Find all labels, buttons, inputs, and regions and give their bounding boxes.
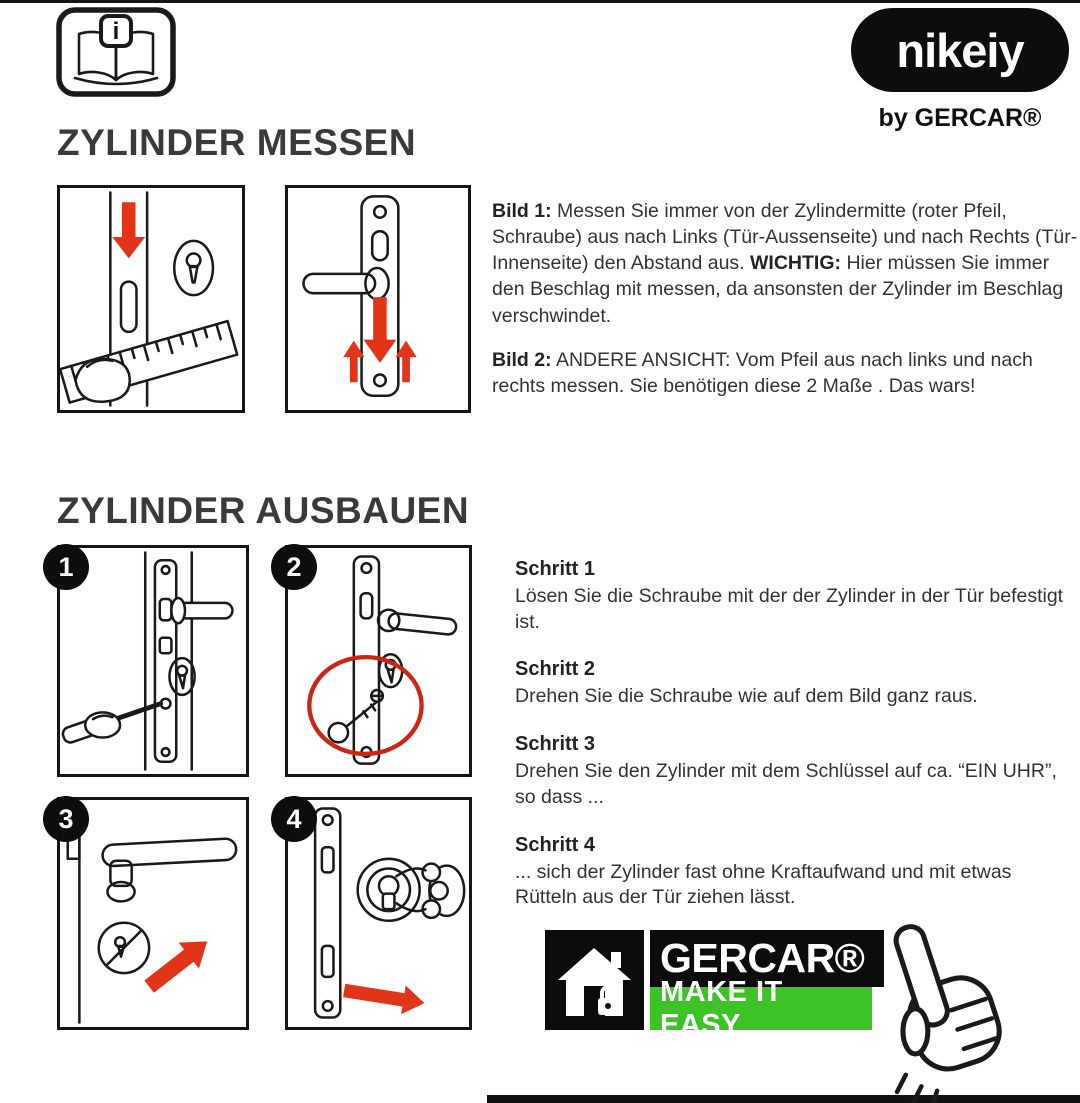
brand-logo	[851, 8, 1069, 92]
step-label: Schritt 1	[515, 558, 596, 580]
manual-book-icon	[55, 6, 177, 98]
brand-name: nikeiy	[896, 23, 1024, 77]
wichtig-label: WICHTIG:	[750, 252, 842, 275]
step-label: Schritt 4	[515, 833, 596, 856]
red-arrow-down	[112, 202, 145, 258]
red-arrow-right	[342, 976, 427, 1017]
turn-key-illustration	[60, 800, 246, 1027]
step-label: Schritt 2	[515, 658, 596, 681]
measure-ruler-illustration	[60, 188, 242, 410]
house-logo-box	[545, 930, 644, 1030]
tagline-text: MAKE IT EASY	[660, 975, 783, 1041]
figure-step-3	[57, 797, 249, 1030]
step-badge-3: 3	[43, 796, 89, 842]
motion-lines	[893, 1067, 942, 1103]
red-arrow-down	[363, 297, 396, 363]
step-block-3	[515, 733, 1071, 810]
unscrew-screw-illustration	[60, 548, 246, 774]
bild2-label: Bild 2:	[492, 348, 552, 371]
figure-bild-2	[285, 185, 471, 413]
red-arrow-up-right	[139, 928, 217, 999]
bild1-text: Messen Sie immer von der Zylindermitte (roter Pfeil, Schraube) aus nach Links (Tür-Aussenseite) und nach Rechts (Tür-Innenseite) den Abstand aus.	[492, 200, 1078, 275]
figure-bild-1	[57, 185, 245, 413]
step-text: Drehen Sie die Schraube wie auf dem Bild ganz raus.	[515, 685, 978, 708]
open-book-info-icon	[55, 6, 177, 98]
bild1-paragraph	[492, 198, 1078, 329]
svg-text:i: i	[112, 18, 120, 45]
tagline-bar	[650, 975, 872, 1041]
section-title-ausbauen: ZYLINDER AUSBAUEN	[57, 490, 470, 531]
step-badge-4: 4	[271, 796, 317, 842]
step-badge-1: 1	[43, 544, 89, 590]
figure-step-4	[285, 797, 472, 1030]
pull-cylinder-illustration	[288, 800, 469, 1027]
bottom-black-bar	[487, 1095, 1080, 1103]
step-text: Lösen Sie die Schraube mit der der Zylinder in der Tür befestigt ist.	[515, 585, 1064, 633]
step-badge-2: 2	[271, 544, 317, 590]
gercar-logo-text: GERCAR®	[660, 935, 865, 981]
bild1-text-2: Hier müssen Sie immer den Beschlag mit messen, da ansonsten der Zylinder im Beschlag verschwindet.	[492, 252, 1064, 327]
screw-out-highlight-illustration	[288, 548, 469, 774]
hand	[75, 359, 129, 402]
house-with-padlock-icon	[545, 930, 644, 1030]
step-block-1	[515, 558, 1071, 635]
lever-handle	[178, 603, 232, 619]
section-title-messen: ZYLINDER MESSEN	[57, 122, 417, 163]
bild1-label: Bild 1:	[492, 200, 552, 222]
step-block-2	[515, 658, 1071, 710]
brand-byline: by GERCAR®	[878, 104, 1042, 132]
lever-handle	[102, 838, 237, 866]
section-divider	[0, 0, 1080, 3]
figure-step-1	[57, 545, 249, 777]
steps-copy	[515, 558, 1071, 934]
red-highlight-circle	[309, 657, 421, 754]
bild2-paragraph	[492, 347, 1078, 399]
step-label: Schritt 3	[515, 733, 596, 756]
measure-copy	[492, 198, 1078, 417]
key	[329, 723, 348, 742]
step-text: ... sich der Zylinder fast ohne Kraftaufwand und mit etwas Rütteln aus der Tür ziehen lässt.	[515, 860, 1012, 909]
lock-front-arrows-illustration	[288, 188, 468, 410]
step-text: Drehen Sie den Zylinder mit dem Schlüssel auf ca. “EIN UHR”, so dass ...	[515, 760, 1057, 808]
bild2-text: ANDERE ANSICHT: Vom Pfeil aus nach links und nach rechts messen. Sie benötigen diese 2 Maße . Das wars!	[492, 348, 1033, 397]
